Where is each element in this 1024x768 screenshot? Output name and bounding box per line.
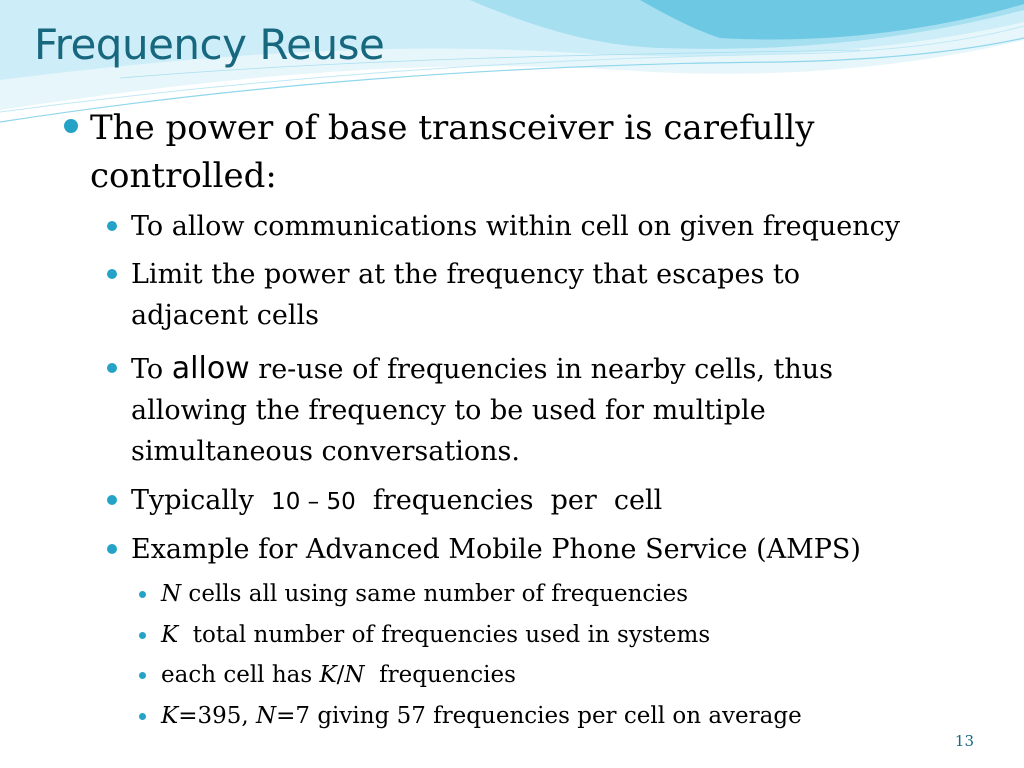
variable-k: K [161,703,179,729]
variable-k: K [161,622,179,648]
variable-k: K [319,662,337,688]
bullet-text-part: To [131,354,172,385]
bullet-text: Limit the power at the frequency that escapes to adjacent cells [131,259,800,331]
bullet-dot [107,269,117,279]
bullet-text: Example for Advanced Mobile Phone Service (AMPS) [131,534,861,565]
fraction-slash: / [336,662,345,688]
bullet-dot [107,544,117,554]
bullet-text-part: frequencies [364,662,516,688]
bullet-text-part: =7 giving 57 frequencies per cell on average [276,703,802,729]
bullet-text: The power of base transceiver is carefully controlled: [90,108,815,196]
bullet-text-part: total number of frequencies used in systems [178,622,711,648]
bullet-text-emphasis: allow [171,351,250,386]
sub-bullet-k-total [161,619,961,651]
bullet-dot [139,672,146,679]
bullet-allow-communications [131,206,991,247]
bullet-dot [107,221,117,231]
page-number: 13 [954,732,974,750]
bullet-dot [139,713,146,720]
bullet-dot [139,632,146,639]
bullet-text-part: frequencies per cell [355,485,663,516]
bullet-text-part: re-use of frequencies in nearby cells, thus allowing the frequency to be used for multiple simultaneous conversations. [131,354,834,467]
sub-bullet-n-cells [161,578,961,610]
bullet-text-part: each cell has [161,662,320,688]
bullet-text-part: =395, [178,703,256,729]
bullet-text-part: Typically [131,485,272,516]
sub-bullet-k-over-n [161,659,961,691]
bullet-power-controlled [90,104,850,200]
bullet-reuse-frequencies [131,348,891,472]
bullet-typically [131,480,991,523]
bullet-text: To allow communications within cell on given frequency [131,211,901,242]
sub-bullet-numeric-example [161,700,961,732]
bullet-dot [139,591,146,598]
bullet-dot [107,495,117,505]
variable-n: N [255,703,277,729]
bullet-text-part: cells all using same number of frequencies [181,581,689,607]
bullet-dot [107,363,117,373]
variable-n: N [344,662,365,688]
frequency-range: 10 – 50 [271,489,356,515]
bullet-limit-power [131,254,851,336]
slide-title: Frequency Reuse [34,20,385,69]
variable-n: N [161,581,182,607]
bullet-dot [64,119,78,133]
bullet-amps-example [131,529,991,570]
